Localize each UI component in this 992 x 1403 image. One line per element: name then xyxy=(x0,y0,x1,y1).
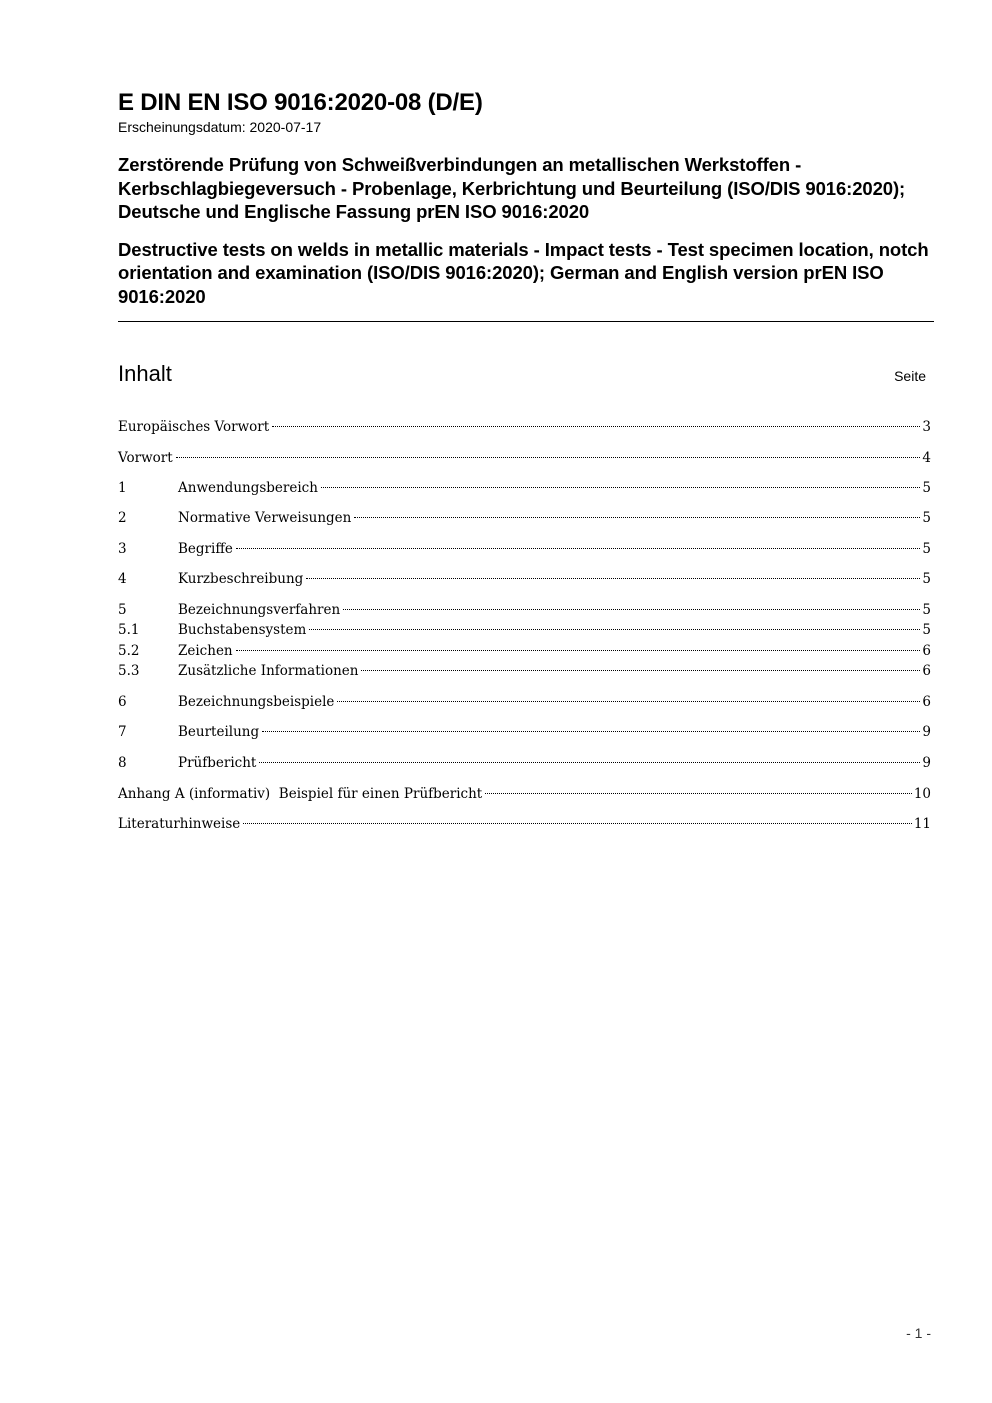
toc-leader-dots xyxy=(337,701,920,702)
toc-entry-number: 6 xyxy=(118,694,127,710)
toc-entry[interactable] xyxy=(118,814,931,834)
toc-entry-page: 6 xyxy=(922,694,931,710)
publication-date: Erscheinungsdatum: 2020-07-17 xyxy=(118,119,322,135)
toc-entry-page: 9 xyxy=(922,724,931,740)
toc-entry-number: 5 xyxy=(118,602,127,618)
toc-entry-number: 1 xyxy=(118,480,127,496)
toc-entry[interactable] xyxy=(118,722,931,742)
toc-entry-label: Prüfbericht xyxy=(178,755,257,771)
toc-entry-page: 6 xyxy=(922,663,931,679)
toc-entry[interactable] xyxy=(118,448,931,468)
title-english: Destructive tests on welds in metallic materials - Impact tests - Test specimen location, notch orientation and examination (ISO/DIS 9016:2020); German and English version prEN ISO 9016:2020 xyxy=(118,238,929,307)
toc-entry-label: Begriffe xyxy=(178,541,233,557)
toc-leader-dots xyxy=(321,487,920,488)
toc-leader-dots xyxy=(272,426,920,427)
toc-entry-label: Buchstabensystem xyxy=(178,622,307,638)
toc-entry-number: 2 xyxy=(118,510,127,526)
toc-leader-dots xyxy=(361,670,920,671)
toc-leader-dots xyxy=(306,578,920,579)
toc-leader-dots xyxy=(176,457,921,458)
toc-entry[interactable] xyxy=(118,508,931,528)
toc-entry-label: Europäisches Vorwort xyxy=(118,419,270,435)
toc-entry-label: Zeichen xyxy=(178,643,233,659)
toc-entry[interactable] xyxy=(118,478,931,498)
toc-entry-label: Kurzbeschreibung xyxy=(178,571,304,587)
toc-title: Inhalt xyxy=(118,361,172,386)
toc-page-column-label: Seite xyxy=(894,368,926,384)
toc-header xyxy=(118,360,926,390)
document-id: E DIN EN ISO 9016:2020-08 (D/E) xyxy=(118,89,483,116)
toc-entry-number: 8 xyxy=(118,755,127,771)
page-number: - 1 - xyxy=(906,1325,931,1341)
toc-entry-page: 5 xyxy=(922,571,931,587)
toc-entry-number: 7 xyxy=(118,724,127,740)
toc-entry[interactable] xyxy=(118,641,931,661)
toc-entry-label: Bezeichnungsbeispiele xyxy=(178,694,335,710)
toc-leader-dots xyxy=(262,731,920,732)
toc-entry-label: Beurteilung xyxy=(178,724,260,740)
toc-entry[interactable] xyxy=(118,539,931,559)
toc-leader-dots xyxy=(343,609,920,610)
toc-entry[interactable] xyxy=(118,784,931,804)
toc-entry-number: 5.1 xyxy=(118,622,140,638)
toc-entry-page: 5 xyxy=(922,602,931,618)
toc-entry-label: Literaturhinweise xyxy=(118,816,241,832)
toc-leader-dots xyxy=(259,762,920,763)
toc-entry-label: Bezeichnungsverfahren xyxy=(178,602,341,618)
toc-leader-dots xyxy=(243,823,912,824)
toc-entry-page: 5 xyxy=(922,622,931,638)
toc-entry-page: 5 xyxy=(922,480,931,496)
toc-entry-page: 5 xyxy=(922,510,931,526)
toc-entry[interactable] xyxy=(118,661,931,681)
toc-leader-dots xyxy=(236,650,921,651)
title-german: Zerstörende Prüfung von Schweißverbindungen an metallischen Werkstoffen - Kerbschlagbiegeversuch - Probenlage, Kerbrichtung und Beurteilung (ISO/DIS 9016:2020); Deutsche und Englische Fassung prEN ISO 9016:2020 xyxy=(118,154,906,222)
toc-entry-page: 11 xyxy=(913,816,931,832)
toc-leader-dots xyxy=(354,517,920,518)
toc-entry[interactable] xyxy=(118,417,931,437)
toc-entry[interactable] xyxy=(118,600,931,620)
toc-entry-label: Vorwort xyxy=(118,450,173,466)
toc-entry-page: 5 xyxy=(922,541,931,557)
toc-entry-page: 4 xyxy=(922,450,931,466)
toc-entry[interactable] xyxy=(118,692,931,712)
header-divider xyxy=(118,321,934,322)
toc-entry[interactable] xyxy=(118,620,931,640)
toc-entry-page: 10 xyxy=(913,786,931,802)
toc-entry-number: 4 xyxy=(118,571,127,587)
toc-entry[interactable] xyxy=(118,569,931,589)
toc-entry-number: 5.2 xyxy=(118,643,140,659)
toc-leader-dots xyxy=(485,793,912,794)
toc-entry-number: 5.3 xyxy=(118,663,140,679)
toc-entry-page: 6 xyxy=(922,643,931,659)
toc-entry-label: Anhang A (informativ) Beispiel für einen Prüfbericht xyxy=(118,786,483,802)
toc-leader-dots xyxy=(236,548,921,549)
toc-entry-label: Normative Verweisungen xyxy=(178,510,352,526)
toc-entry-number: 3 xyxy=(118,541,127,557)
toc-entry[interactable] xyxy=(118,753,931,773)
toc-leader-dots xyxy=(309,629,920,630)
toc-entry-label: Anwendungsbereich xyxy=(178,480,318,496)
toc-entry-label: Zusätzliche Informationen xyxy=(178,663,359,679)
toc-entry-page: 3 xyxy=(922,419,931,435)
toc-entry-page: 9 xyxy=(922,755,931,771)
document-header xyxy=(118,88,934,308)
